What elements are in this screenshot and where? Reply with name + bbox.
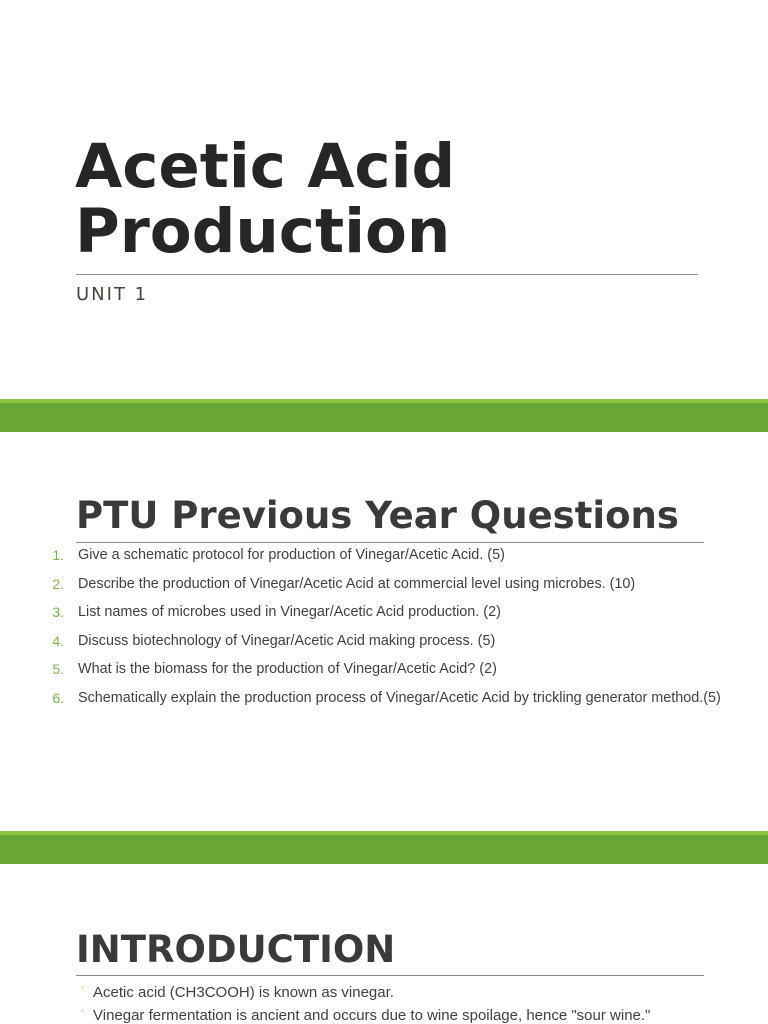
slide-title	[75, 131, 715, 267]
question-item	[0, 544, 768, 573]
introduction-slide	[0, 864, 768, 1024]
heading-divider	[76, 975, 704, 976]
question-text: List names of microbes used in Vinegar/Acetic Acid production. (2)	[78, 604, 501, 621]
question-text: What is the biomass for the production of Vinegar/Acetic Acid? (2)	[78, 661, 497, 678]
separator-highlight	[0, 399, 768, 403]
question-item	[0, 658, 768, 687]
bullet-marker-icon: ◦	[80, 984, 86, 994]
question-number: 1.	[52, 547, 64, 563]
bullet-text: Acetic acid (CH3COOH) is known as vinegar.	[93, 984, 394, 1001]
title-divider	[76, 274, 698, 275]
separator-highlight	[0, 831, 768, 835]
question-item	[0, 601, 768, 630]
slide-separator-band	[0, 399, 768, 432]
question-list	[0, 544, 768, 716]
slide-subtitle: UNIT 1	[76, 284, 149, 305]
title-line-2: Production	[75, 196, 451, 267]
heading-divider	[76, 542, 704, 543]
question-number: 3.	[52, 604, 64, 621]
questions-slide	[0, 432, 768, 831]
question-text: Discuss biotechnology of Vinegar/Acetic Acid making process. (5)	[78, 632, 496, 649]
question-number: 5.	[52, 661, 64, 678]
question-item	[0, 573, 768, 602]
title-line-1: Acetic Acid	[75, 131, 456, 202]
question-item	[0, 687, 768, 716]
question-item	[0, 630, 768, 659]
question-text: Schematically explain the production process of Vinegar/Acetic Acid by trickling generator method.(5)	[78, 689, 721, 706]
question-text: Describe the production of Vinegar/Acetic Acid at commercial level using microbes. (10)	[78, 575, 636, 592]
bullet-item	[0, 1005, 768, 1024]
question-number: 4.	[52, 632, 64, 649]
bullet-text: Vinegar fermentation is ancient and occurs due to wine spoilage, hence "sour wine."	[93, 1007, 651, 1024]
bullet-item	[0, 982, 768, 1005]
question-text: Give a schematic protocol for production of Vinegar/Acetic Acid. (5)	[78, 547, 505, 563]
bullet-marker-icon: ◦	[80, 1007, 86, 1017]
question-number: 6.	[52, 689, 64, 706]
introduction-heading: INTRODUCTION	[76, 928, 396, 971]
questions-heading: PTU Previous Year Questions	[76, 494, 679, 537]
slide-separator-band	[0, 831, 768, 864]
question-number: 2.	[52, 575, 64, 592]
title-slide	[0, 0, 768, 400]
bullet-list	[0, 982, 768, 1024]
